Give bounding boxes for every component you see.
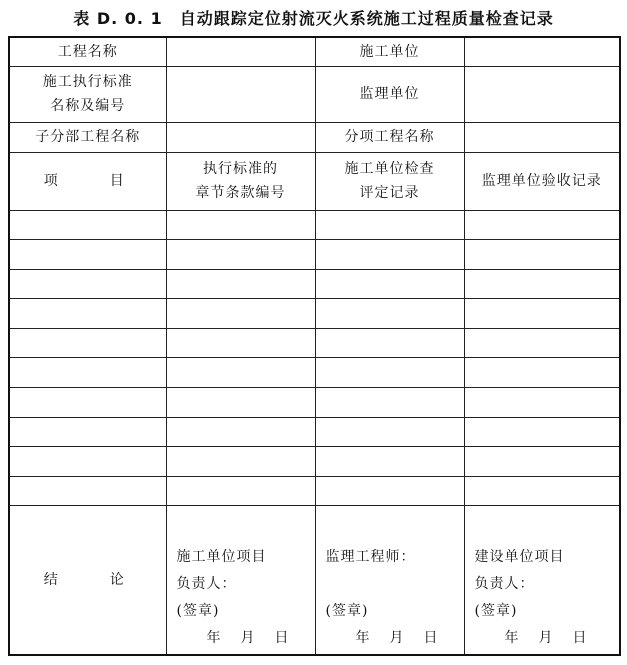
conclusion-label: 结 论: [9, 506, 166, 655]
supervision-signature[interactable]: 监理工程师： (签章) 年 月 日: [315, 506, 464, 655]
table-cell[interactable]: [9, 269, 166, 299]
table-cell[interactable]: [315, 328, 464, 358]
column-header-item: 项 目: [9, 152, 166, 210]
table-cell[interactable]: [166, 210, 315, 240]
table-row: [9, 240, 620, 270]
table-cell[interactable]: [9, 447, 166, 477]
table-cell[interactable]: [315, 358, 464, 388]
table-cell[interactable]: [464, 328, 620, 358]
table-cell[interactable]: [315, 476, 464, 506]
table-cell[interactable]: [464, 269, 620, 299]
table-cell[interactable]: [315, 417, 464, 447]
table-cell[interactable]: [166, 328, 315, 358]
subitem-value[interactable]: [464, 122, 620, 152]
supervision-unit-value[interactable]: [464, 66, 620, 122]
inspection-record-table: [8, 36, 621, 656]
table-cell[interactable]: [166, 476, 315, 506]
table-cell[interactable]: [464, 476, 620, 506]
standard-value[interactable]: [166, 66, 315, 122]
table-cell[interactable]: [315, 299, 464, 329]
project-name-value[interactable]: [166, 37, 315, 66]
table-cell[interactable]: [315, 210, 464, 240]
table-row: [9, 210, 620, 240]
table-cell[interactable]: [166, 358, 315, 388]
table-row: [9, 299, 620, 329]
construction-signature[interactable]: 施工单位项目 负责人： (签章) 年 月 日: [166, 506, 315, 655]
column-header-construction-check: 施工单位检查 评定记录: [315, 152, 464, 210]
table-cell[interactable]: [464, 447, 620, 477]
project-name-label: 工程名称: [9, 37, 166, 66]
table-cell[interactable]: [464, 299, 620, 329]
subdivision-label: 子分部工程名称: [9, 122, 166, 152]
table-row: [9, 417, 620, 447]
table-cell[interactable]: [9, 328, 166, 358]
owner-signature[interactable]: 建设单位项目 负责人： (签章) 年 月 日: [464, 506, 620, 655]
table-cell[interactable]: [315, 269, 464, 299]
subitem-label: 分项工程名称: [315, 122, 464, 152]
table-cell[interactable]: [9, 358, 166, 388]
table-cell[interactable]: [315, 388, 464, 418]
supervision-unit-label: 监理单位: [315, 66, 464, 122]
table-cell[interactable]: [166, 240, 315, 270]
table-cell[interactable]: [166, 447, 315, 477]
column-header-supervision-record: 监理单位验收记录: [464, 152, 620, 210]
document-title: 表 D. 0. 1 自动跟踪定位射流灭火系统施工过程质量检查记录: [73, 9, 554, 28]
table-row: [9, 476, 620, 506]
table-cell[interactable]: [9, 210, 166, 240]
table-cell[interactable]: [166, 299, 315, 329]
table-cell[interactable]: [9, 417, 166, 447]
table-cell[interactable]: [166, 417, 315, 447]
table-cell[interactable]: [9, 476, 166, 506]
table-cell[interactable]: [315, 240, 464, 270]
column-header-clause: 执行标准的 章节条款编号: [166, 152, 315, 210]
table-row: [9, 447, 620, 477]
table-row: [9, 269, 620, 299]
standard-label: 施工执行标准 名称及编号: [9, 66, 166, 122]
construction-unit-value[interactable]: [464, 37, 620, 66]
table-row: [9, 328, 620, 358]
table-cell[interactable]: [315, 447, 464, 477]
table-row: [9, 388, 620, 418]
table-row: [9, 358, 620, 388]
table-cell[interactable]: [166, 269, 315, 299]
table-cell[interactable]: [166, 388, 315, 418]
table-cell[interactable]: [9, 240, 166, 270]
table-cell[interactable]: [464, 358, 620, 388]
table-cell[interactable]: [464, 210, 620, 240]
subdivision-value[interactable]: [166, 122, 315, 152]
table-cell[interactable]: [464, 417, 620, 447]
construction-unit-label: 施工单位: [315, 37, 464, 66]
table-cell[interactable]: [464, 388, 620, 418]
table-cell[interactable]: [9, 388, 166, 418]
table-cell[interactable]: [9, 299, 166, 329]
table-cell[interactable]: [464, 240, 620, 270]
